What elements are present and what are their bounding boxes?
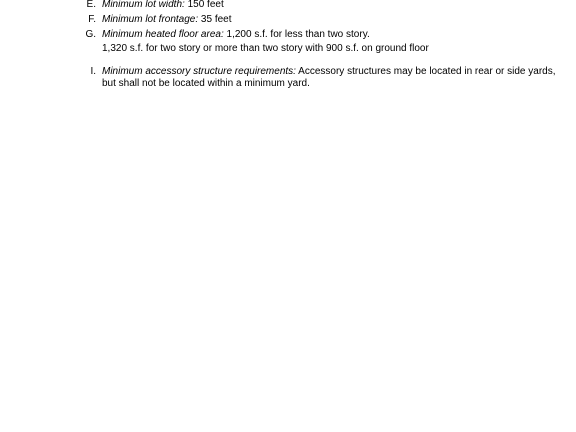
list-content	[102, 29, 370, 41]
item-term: Minimum heated floor area:	[102, 29, 224, 40]
list-content	[102, 0, 224, 11]
list-item-g	[0, 29, 576, 43]
item-term: Minimum lot frontage:	[102, 14, 199, 25]
list-marker: I.	[90, 66, 96, 77]
item-text: 35 feet	[198, 14, 232, 25]
item-continuation: but shall not be located within a minimum yard.	[102, 78, 310, 89]
list-marker: E.	[86, 0, 96, 10]
list-marker: F.	[88, 14, 96, 25]
list-item-f	[0, 14, 576, 28]
list-content	[102, 66, 556, 78]
list-content	[102, 14, 232, 26]
item-term: Minimum lot width:	[102, 0, 185, 10]
list-marker: G.	[85, 29, 96, 40]
list-item-e	[0, 0, 576, 13]
item-text: 150 feet	[184, 0, 224, 10]
item-continuation: 1,320 s.f. for two story or more than two story with 900 s.f. on ground floor	[102, 43, 429, 54]
item-term: Minimum accessory structure requirements:	[102, 66, 296, 77]
item-text: 1,200 s.f. for less than two story.	[223, 29, 370, 40]
item-text: Accessory structures may be located in rear or side yards,	[295, 66, 556, 77]
